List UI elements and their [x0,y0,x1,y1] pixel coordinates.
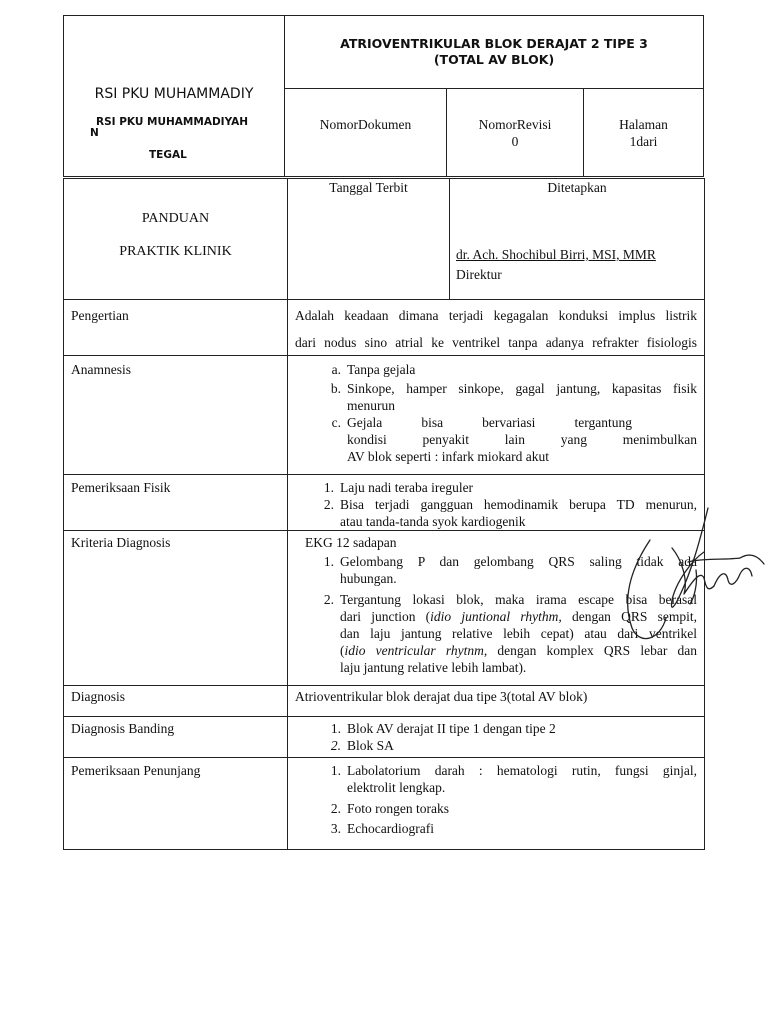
pengertian-line-1: Adalah keadaan dimana terjadi kegagalan konduksi implus listrik [295,308,697,323]
diagnosis-label: Diagnosis [71,689,125,704]
penunjang-label: Pemeriksaan Penunjang [71,763,201,778]
signature-scribble [600,500,768,650]
list-item: 3. Echocardiografi [330,821,434,836]
hospital-city: TEGAL [149,149,187,161]
signer-title: Direktur [456,267,502,282]
revision-value: 0 [511,134,519,149]
kriteria-label: Kriteria Diagnosis [71,535,171,550]
list-item: a. Tanpa gejala [331,362,416,377]
approved-label: Ditetapkan [547,180,607,195]
list-item: 2. Foto rongen toraks [330,801,449,816]
revision-cell [447,116,583,150]
diagnosis-text: Atrioventrikular blok derajat dua tipe 3(total AV blok) [295,689,588,704]
praktik-klinik-label: PRAKTIK KLINIK [119,244,232,259]
list-item: 2. Tergantung lokasi blok, maka irama escape bisa berasal dari junction (idio juntional rhythm, dengan QRS sempit, dan laju jantung relative lebih cepat) atau dari ventrikel (idio ventricular rhytnm, dengan komplex QRS lebar dan laju jantung relative lebih lambat). [323,592,697,675]
banding-list [330,720,697,754]
doc-number-label: NomorDokumen [319,117,412,132]
page-value: 1dari [629,134,658,149]
list-item: b. Sinkope, hamper sinkope, gagal jantung, kapasitas fisik menurun [330,381,697,413]
list-item: 1. Gelombang P dan gelombang QRS saling tidak ada hubungan. [323,554,697,586]
page-cell [584,116,703,150]
document-title [285,36,703,68]
list-item: 1. Blok AV derajat II tipe 1 dengan tipe 2 [330,721,556,736]
signer-name: dr. Ach. Shochibul Birri, MSI, MMR [456,247,656,262]
anamnesis-label: Anamnesis [71,362,131,377]
list-item: c. Gejala bisa bervariasi tergantung kondisi penyakit lain yang menimbulkan AV blok seperti : infark miokard akut [331,415,697,464]
list-item: 2. Bisa terjadi gangguan hemodinamik berupa TD menurun, atau tanda-tanda syok kardiogenik [323,497,697,529]
hospital-name-large: RSI PKU MUHAMMADIY [94,86,254,102]
pengertian-line-2: dari nodus sino atrial ke ventrikel tanpa adanya refrakter fisiologis [295,335,697,350]
list-item: 1. Labolatorium darah : hematologi rutin, fungsi ginjal, elektrolit lengkap. [330,763,697,795]
page-label: Halaman [619,117,668,132]
hospital-name-fragment: N [90,127,99,139]
anamnesis-list [330,361,697,465]
title-line-1: ATRIOVENTRIKULAR BLOK DERAJAT 2 TIPE 3 [340,36,648,51]
penunjang-list [330,762,697,837]
hospital-name-small: RSI PKU MUHAMMADIYAH [96,116,249,128]
kriteria-intro: EKG 12 sadapan [305,535,397,550]
panduan-label: PANDUAN [141,211,210,226]
fisik-label: Pemeriksaan Fisik [71,480,171,495]
banding-label: Diagnosis Banding [71,721,175,736]
issued-date-label: Tanggal Terbit [329,180,408,195]
revision-label: NomorRevisi [478,117,552,132]
list-item: 1. Laju nadi teraba ireguler [323,480,474,495]
list-item: 2. Blok SA [330,738,394,753]
pengertian-label: Pengertian [71,308,129,323]
title-line-2: (TOTAL AV BLOK) [433,52,555,67]
